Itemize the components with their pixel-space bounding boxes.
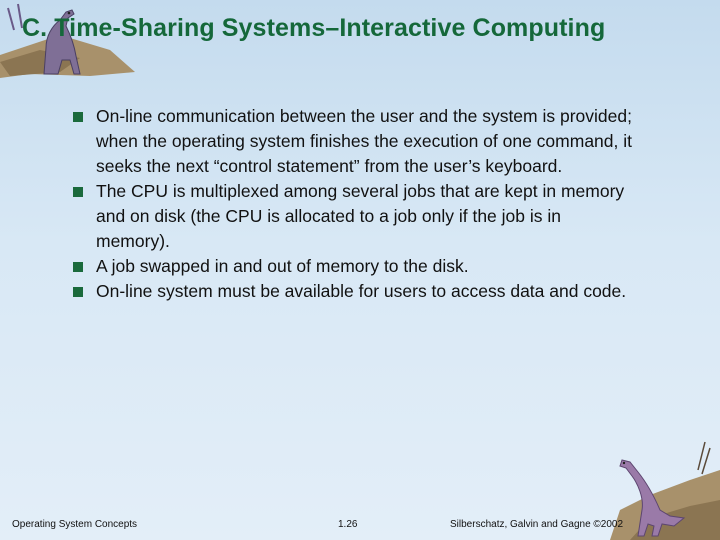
footer-copyright: Silberschatz, Galvin and Gagne ©2002 (450, 519, 624, 530)
bullet-text: A job swapped in and out of memory to the disk. (96, 256, 469, 276)
bullet-item (73, 104, 633, 179)
footer-page-number: 1.26 (338, 519, 358, 530)
footer-book-title: Operating System Concepts (12, 519, 138, 530)
bullet-list (73, 104, 633, 304)
dinosaur-icon (610, 440, 720, 540)
bullet-item (73, 254, 633, 279)
bullet-item (73, 279, 633, 304)
bullet-text: On-line system must be available for users to access data and code. (96, 281, 627, 301)
square-bullet-icon (73, 262, 83, 272)
bullet-text: On-line communication between the user and the system is provided; when the operating system finishes the execution of one command, it seeks the next “control statement” from the user’s keyboard. (96, 106, 632, 176)
slide-title: C. Time-Sharing Systems–Interactive Computing (22, 14, 606, 42)
bullet-item (73, 179, 633, 254)
square-bullet-icon (73, 112, 83, 122)
square-bullet-icon (73, 287, 83, 297)
square-bullet-icon (73, 187, 83, 197)
bullet-text: The CPU is multiplexed among several jobs that are kept in memory and on disk (the CPU is allocated to a job only if the job is in memory). (96, 181, 625, 251)
